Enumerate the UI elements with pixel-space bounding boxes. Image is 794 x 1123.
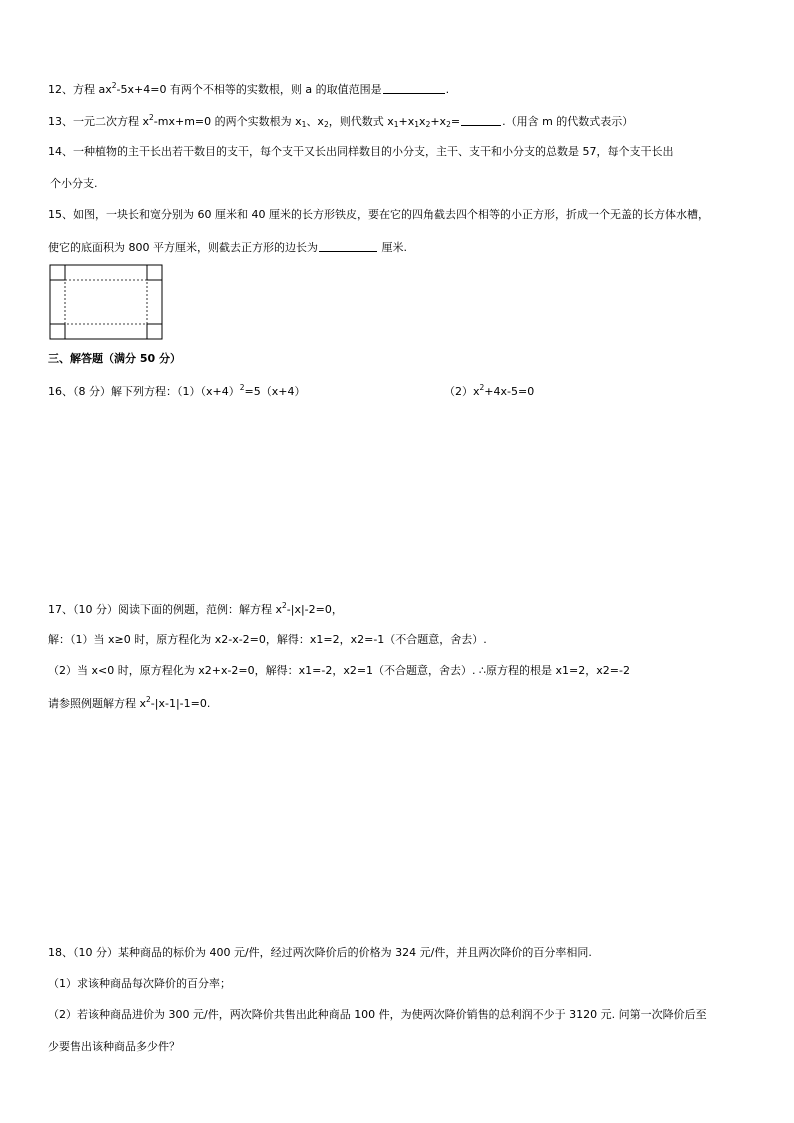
question-14-line-1: 14、一种植物的主干长出若干数目的支干，每个支干又长出同样数目的小分支，主干、支干和小分支的总数是 57，每个支干长出 <box>48 145 674 158</box>
q13-sub-5: 2 <box>425 120 431 129</box>
q13-text-f: x <box>419 115 426 128</box>
question-17-line-3: （2）当 x<0 时，原方程化为 x2+x-2=0，解得：x1=-2，x2=1（不合题意，舍去）. ∴原方程的根是 x1=2，x2=-2 <box>48 664 630 677</box>
q15-text-b: 厘米. <box>378 241 407 254</box>
q17-sup-2: 2 <box>146 695 151 704</box>
outer-rectangle <box>50 265 162 339</box>
q13-answer-blank[interactable] <box>461 114 501 126</box>
q15-answer-blank[interactable] <box>319 240 377 252</box>
q13-text-c: 、x <box>306 115 324 128</box>
fold-dashed-rectangle <box>65 280 147 324</box>
question-18-line-1: 18、（10 分）某种商品的标价为 400 元/件，经过两次降价后的价格为 324 元/件，并且两次降价的百分率相同. <box>48 946 592 959</box>
question-17-line-4 <box>48 697 210 711</box>
question-16 <box>48 385 305 399</box>
question-18-line-3: （2）若该种商品进价为 300 元/件，两次降价共售出此种商品 100 件，为使两次降价销售的总利润不少于 3120 元. 问第一次降价后至 <box>48 1008 707 1021</box>
q13-sub-4: 1 <box>414 120 420 129</box>
q13-sup: 2 <box>149 113 154 122</box>
section-3-heading: 三、解答题（满分 50 分） <box>48 352 181 365</box>
question-14-line-2 <box>48 177 98 191</box>
q13-sub-6: 2 <box>446 120 451 129</box>
question-12 <box>48 82 449 97</box>
q16-text-c: （2）x <box>444 385 480 398</box>
question-15-line-2 <box>48 240 407 255</box>
q17-text-b: -|x|-2=0， <box>286 603 343 616</box>
q17-text-d: -|x-1|-1=0. <box>150 697 211 710</box>
q16-text-a: 16、（8 分）解下列方程：（1）（x+4） <box>48 385 240 398</box>
q13-text-i: .（用含 m 的代数式表示） <box>502 115 634 128</box>
question-16-part-2 <box>444 385 534 399</box>
q12-text-b: -5x+4=0 有两个不相等的实数根，则 a 的取值范围是 <box>116 83 382 96</box>
q12-text-a: 12、方程 ax <box>48 83 112 96</box>
corner-square-bottom-right <box>147 324 162 339</box>
corner-square-bottom-left <box>50 324 65 339</box>
question-18-line-4: 少要售出该种商品多少件？ <box>48 1040 180 1053</box>
q13-sub-3: 1 <box>393 120 399 129</box>
q16-sup: 2 <box>239 383 245 392</box>
q13-text-d: ，则代数式 x <box>328 115 394 128</box>
question-17-line-2: 解：（1）当 x≥0 时，原方程化为 x2-x-2=0，解得：x1=2，x2=-1（不合题意，舍去）. <box>48 633 487 646</box>
q17-text-a: 17、（10 分）阅读下面的例题，范例：解方程 x <box>48 603 282 616</box>
corner-square-top-right <box>147 265 162 280</box>
q16-text-d: +4x-5=0 <box>484 385 535 398</box>
q16-sup-2: 2 <box>479 383 485 392</box>
q12-end: . <box>445 83 450 96</box>
sheet-metal-figure <box>49 264 164 341</box>
question-17-line-1 <box>48 603 343 617</box>
q12-sup: 2 <box>111 81 117 90</box>
q14-line-2-text: 个小分支. <box>50 177 98 190</box>
corner-square-top-left <box>50 265 65 280</box>
q13-sub-2: 2 <box>323 120 329 129</box>
question-18-line-2: （1）求该种商品每次降价的百分率； <box>48 977 231 990</box>
q13-sub-1: 1 <box>301 120 307 129</box>
q12-answer-blank[interactable] <box>383 82 445 94</box>
q13-text-g: +x <box>430 115 447 128</box>
q13-text-a: 13、一元二次方程 x <box>48 115 150 128</box>
q17-text-c: 请参照例题解方程 x <box>48 697 147 710</box>
q13-text-b: -mx+m=0 的两个实数根为 x <box>153 115 302 128</box>
q13-text-e: +x <box>398 115 415 128</box>
q16-text-b: =5（x+4） <box>244 385 306 398</box>
q13-text-h: = <box>450 115 461 128</box>
q17-sup: 2 <box>282 601 287 610</box>
question-15-line-1: 15、如图，一块长和宽分别为 60 厘米和 40 厘米的长方形铁皮，要在它的四角截去四个相等的小正方形，折成一个无盖的长方体水槽， <box>48 208 709 221</box>
question-13 <box>48 114 633 129</box>
q15-text-a: 使它的底面积为 800 平方厘米，则截去正方形的边长为 <box>48 241 318 254</box>
